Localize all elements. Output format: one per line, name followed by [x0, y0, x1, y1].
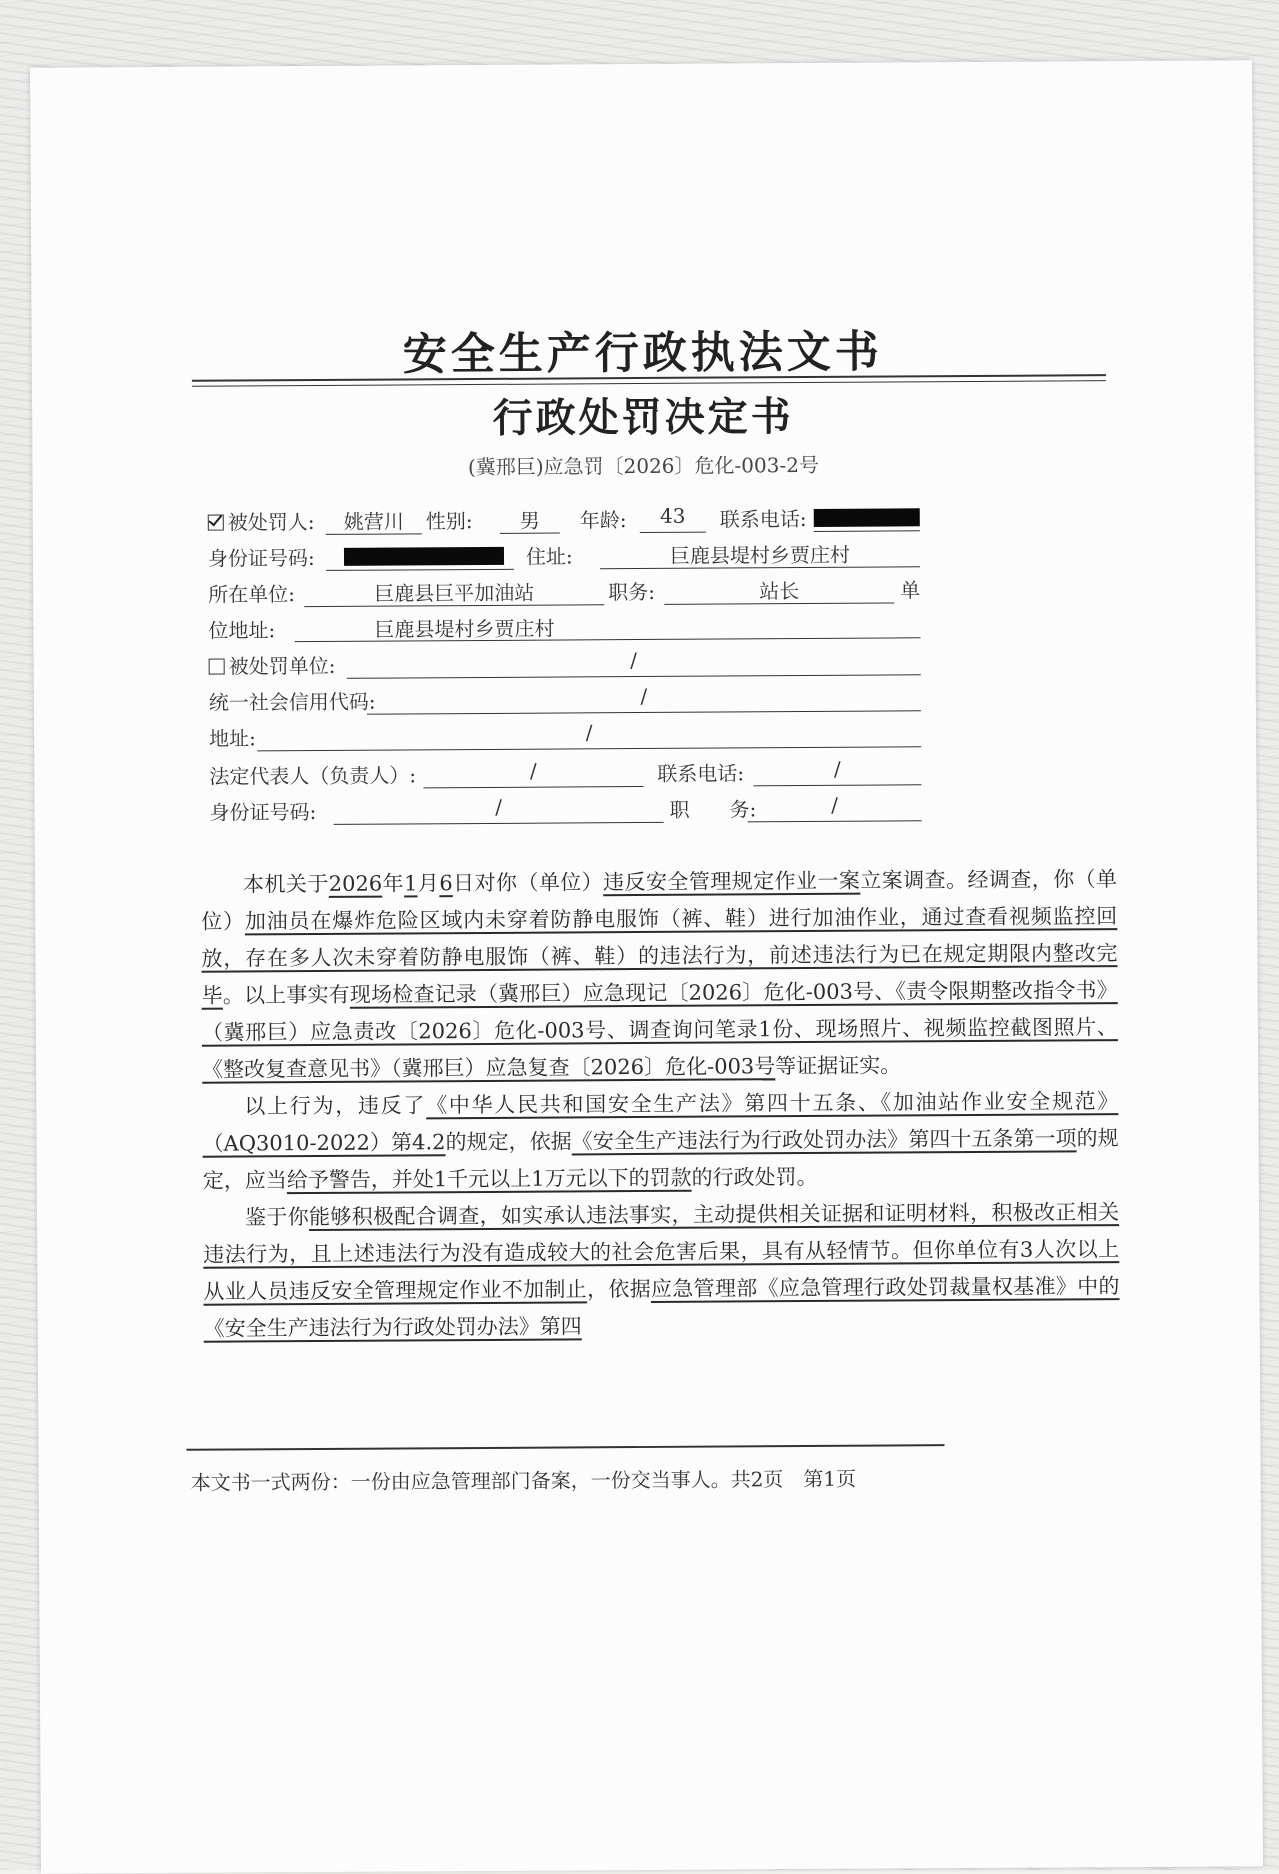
paragraph-law [202, 1083, 1119, 1200]
unit-row [208, 573, 1107, 608]
text-investigation: 立案调查。经调查，你（单位） [201, 867, 1118, 934]
org-label-wrap [209, 650, 336, 680]
legal-rep-row [209, 755, 1108, 790]
legal-rep-label: 法定代表人（负责人）: [209, 763, 417, 789]
document-subtitle: 行政处罚决定书 [492, 393, 794, 442]
gender-value: 男 [500, 505, 560, 534]
age-label: 年龄: [579, 508, 627, 533]
violated-provisions: 《中华人民共和国安全生产法》第四十五条、《加油站作业安全规范》（AQ3010-2022）第4.2 [202, 1089, 1119, 1156]
text-day: 日对你（单位） [452, 870, 604, 896]
org-address-label: 地址: [209, 726, 256, 751]
duty-label: 职 务: [669, 797, 757, 822]
position-label: 职务: [608, 579, 656, 605]
evidence-list: 现场检查记录（冀邢巨）应急现记〔2026〕危化-003号、《责令限期整改指令书》（冀邢巨）应急责改〔2026〕危化-003号、调查询问笔录1份、现场照片、视频监控截图照片、《整改复查意见书》（冀邢巨）应急复查〔2026〕危化-003号 [201, 978, 1118, 1082]
id-row [208, 537, 1107, 572]
org-address-row [209, 717, 1108, 752]
violation-facts: 加油员在爆炸危险区域内未穿着防静电服饰（裤、鞋）进行加油作业，通过查看视频监控回放，存在多人次未穿着防静电服饰（裤、鞋）的违法行为，前述违法行为已在规定期限内整改完毕 [201, 904, 1118, 1008]
footer-rule [186, 1444, 944, 1451]
phone-label: 联系电话: [719, 506, 807, 532]
text-evidence-end: 等证据证实。 [775, 1053, 902, 1079]
text-basis-intro: 的规定，依据 [445, 1129, 572, 1155]
org-phone-label: 联系电话: [657, 761, 745, 786]
mitigation-circumstances: 能够积极配合调查，如实承认违法事实，主动提供相关证据和证明材料，积极改正相关违法行为，且上述违法行为没有造成较大的社会危害后果，具有从轻情节。但你单位有3人次以上从业人员违反安全管理规定作业不加制止 [203, 1200, 1120, 1304]
text-intro: 本机关于 [242, 871, 329, 897]
address-value: 巨鹿县堤村乡贾庄村 [600, 538, 920, 569]
rep-id-label: 身份证号码: [209, 799, 317, 825]
org-value: / [347, 646, 921, 679]
text-discretion-intro: ，依据 [586, 1276, 652, 1302]
person-row [208, 501, 1107, 536]
unit-address-label-a: 单 [900, 578, 921, 603]
person-label: 被处罚人: [227, 510, 315, 535]
date-month: 1 [403, 871, 418, 896]
unit-address-label-b: 位地址: [208, 618, 276, 643]
footer-note: 本文书一式两份：一份由应急管理部门备案，一份交当事人。共2页 第1页 [190, 1466, 857, 1495]
org-address-value: / [257, 718, 921, 751]
decision-body [201, 861, 1120, 1348]
document-title: 安全生产行政执法文书 [402, 326, 883, 381]
date-day: 6 [439, 871, 453, 896]
duty-value: / [747, 792, 921, 822]
paragraph-mitigation [203, 1194, 1120, 1348]
legal-rep-value: / [423, 758, 643, 788]
legal-basis: 《安全生产违法行为行政处罚办法》第四十五条第一项 [571, 1126, 1077, 1154]
age-value: 43 [640, 504, 706, 533]
unit-value: 巨鹿县巨平加油站 [304, 576, 604, 607]
credit-value: / [367, 682, 921, 714]
text-violated-intro: 以上行为，违反了 [244, 1093, 427, 1119]
redacted-phone [814, 508, 920, 527]
discretion-basis: 应急管理部《应急管理行政处罚裁量权基准》中的《安全生产违法行为行政处罚办法》第四 [203, 1274, 1120, 1341]
date-year: 2026 [328, 871, 383, 896]
text-penalty-intro: 的规定，应当 [202, 1126, 1119, 1193]
penalty-range: 给予警告，并处1千元以上1万元以下的罚款 [286, 1165, 692, 1193]
credit-label: 统一社会信用代码: [208, 689, 376, 715]
document-number: (冀邢巨)应急罚〔2026〕危化-003-2号 [467, 452, 819, 480]
credit-row [209, 681, 1108, 716]
rep-id-row [209, 791, 1108, 826]
address-label: 住址: [525, 544, 573, 569]
unit-label: 所在单位: [208, 582, 296, 607]
unchecked-box-icon [209, 659, 225, 675]
gender-label: 性别: [425, 509, 473, 534]
text-penalty-end: 的行政处罚。 [691, 1164, 818, 1190]
id-label: 身份证号码: [207, 546, 315, 571]
position-value: 站长 [664, 574, 894, 604]
org-phone-value: / [753, 756, 921, 786]
redacted-id [344, 547, 504, 566]
case-name: 违反安全管理规定作业一案 [603, 868, 861, 895]
text-evidence-intro: 。以上事实有 [222, 982, 350, 1008]
checked-box-icon [208, 515, 224, 531]
unit-address-value: 巨鹿县堤村乡贾庄村 [294, 610, 920, 642]
month-unit: 月 [417, 871, 440, 896]
org-row [209, 645, 1108, 680]
text-mitigation-intro: 鉴于你 [244, 1205, 310, 1230]
unit-address-row [208, 609, 1107, 644]
person-label-wrap [208, 506, 315, 536]
org-label: 被处罚单位: [228, 653, 336, 679]
paragraph-facts [201, 861, 1118, 1089]
document-page [30, 60, 1263, 1873]
person-name: 姚营川 [326, 505, 422, 535]
year-unit: 年 [382, 871, 405, 896]
rep-id-value: / [333, 794, 663, 825]
